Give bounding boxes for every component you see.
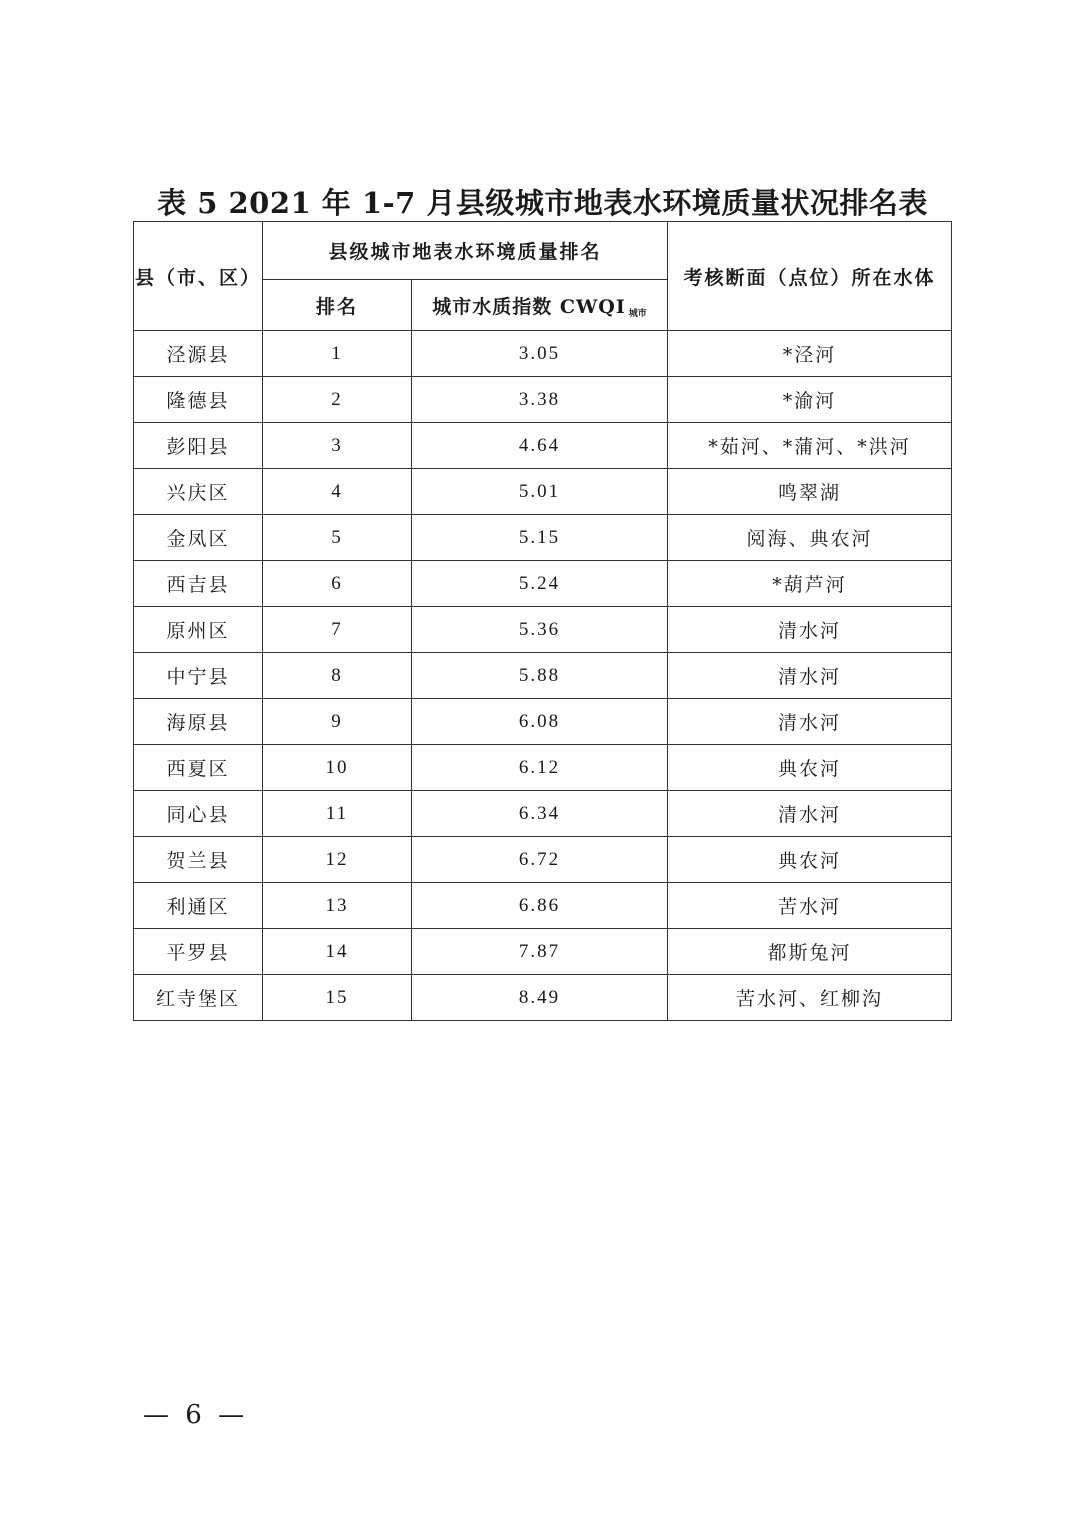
header-water-body: 考核断面（点位）所在水体	[668, 222, 952, 331]
table-row	[134, 607, 952, 653]
cell-water-body: *渝河	[668, 377, 952, 423]
cell-cwqi: 6.08	[412, 699, 668, 745]
page-title: 表 5 2021 年 1-7 月县级城市地表水环境质量状况排名表	[157, 186, 928, 220]
cell-rank: 3	[263, 423, 412, 469]
cell-cwqi: 4.64	[412, 423, 668, 469]
cell-county: 利通区	[134, 883, 263, 929]
cell-rank: 11	[263, 791, 412, 837]
cell-rank: 15	[263, 975, 412, 1021]
cell-county: 泾源县	[134, 331, 263, 377]
cell-cwqi: 5.01	[412, 469, 668, 515]
cell-rank: 4	[263, 469, 412, 515]
table-row	[134, 653, 952, 699]
cell-rank: 13	[263, 883, 412, 929]
cell-water-body: 苦水河、红柳沟	[668, 975, 952, 1021]
cell-county: 金凤区	[134, 515, 263, 561]
table-row	[134, 837, 952, 883]
cell-cwqi: 7.87	[412, 929, 668, 975]
header-ranking-group: 县级城市地表水环境质量排名	[263, 222, 668, 280]
cell-cwqi: 8.49	[412, 975, 668, 1021]
header-county: 县（市、区）	[134, 222, 263, 331]
table-row	[134, 699, 952, 745]
cell-county: 海原县	[134, 699, 263, 745]
cell-county: 西夏区	[134, 745, 263, 791]
table-row	[134, 745, 952, 791]
cell-rank: 5	[263, 515, 412, 561]
cell-county: 平罗县	[134, 929, 263, 975]
cell-water-body: 清水河	[668, 699, 952, 745]
cell-water-body: *葫芦河	[668, 561, 952, 607]
cell-rank: 14	[263, 929, 412, 975]
cell-cwqi: 5.24	[412, 561, 668, 607]
cell-cwqi: 3.05	[412, 331, 668, 377]
cell-cwqi: 5.15	[412, 515, 668, 561]
cell-county: 原州区	[134, 607, 263, 653]
cell-rank: 1	[263, 331, 412, 377]
cell-rank: 7	[263, 607, 412, 653]
cell-rank: 6	[263, 561, 412, 607]
table-row	[134, 423, 952, 469]
cell-rank: 9	[263, 699, 412, 745]
header-cwqi-label: 城市水质指数 CWQI	[432, 295, 626, 318]
table-row	[134, 883, 952, 929]
cell-water-body: 都斯兔河	[668, 929, 952, 975]
cell-cwqi: 6.12	[412, 745, 668, 791]
cell-county: 中宁县	[134, 653, 263, 699]
table-row	[134, 377, 952, 423]
table-row	[134, 975, 952, 1021]
cell-water-body: 清水河	[668, 653, 952, 699]
cell-cwqi: 6.72	[412, 837, 668, 883]
cell-county: 同心县	[134, 791, 263, 837]
cell-county: 西吉县	[134, 561, 263, 607]
cell-water-body: 清水河	[668, 607, 952, 653]
header-cwqi-subscript: 城市	[628, 308, 647, 319]
cell-water-body: 典农河	[668, 837, 952, 883]
header-rank: 排名	[263, 280, 412, 331]
ranking-table	[133, 221, 952, 1021]
cell-rank: 8	[263, 653, 412, 699]
cell-water-body: 阅海、典农河	[668, 515, 952, 561]
cell-cwqi: 5.88	[412, 653, 668, 699]
cell-county: 红寺堡区	[134, 975, 263, 1021]
table-row	[134, 469, 952, 515]
cell-water-body: 清水河	[668, 791, 952, 837]
cell-rank: 10	[263, 745, 412, 791]
cell-cwqi: 6.86	[412, 883, 668, 929]
page-number: — 6 —	[143, 1400, 249, 1430]
cell-cwqi: 6.34	[412, 791, 668, 837]
table-row	[134, 791, 952, 837]
cell-water-body: *茹河、*蒲河、*洪河	[668, 423, 952, 469]
cell-water-body: 鸣翠湖	[668, 469, 952, 515]
cell-rank: 2	[263, 377, 412, 423]
cell-cwqi: 5.36	[412, 607, 668, 653]
cell-water-body: 典农河	[668, 745, 952, 791]
cell-rank: 12	[263, 837, 412, 883]
cell-county: 贺兰县	[134, 837, 263, 883]
table-row	[134, 331, 952, 377]
cell-county: 兴庆区	[134, 469, 263, 515]
header-cwqi	[412, 280, 668, 331]
cell-water-body: *泾河	[668, 331, 952, 377]
cell-county: 隆德县	[134, 377, 263, 423]
cell-water-body: 苦水河	[668, 883, 952, 929]
table-row	[134, 929, 952, 975]
table-row	[134, 515, 952, 561]
cell-county: 彭阳县	[134, 423, 263, 469]
table-row	[134, 561, 952, 607]
cell-cwqi: 3.38	[412, 377, 668, 423]
